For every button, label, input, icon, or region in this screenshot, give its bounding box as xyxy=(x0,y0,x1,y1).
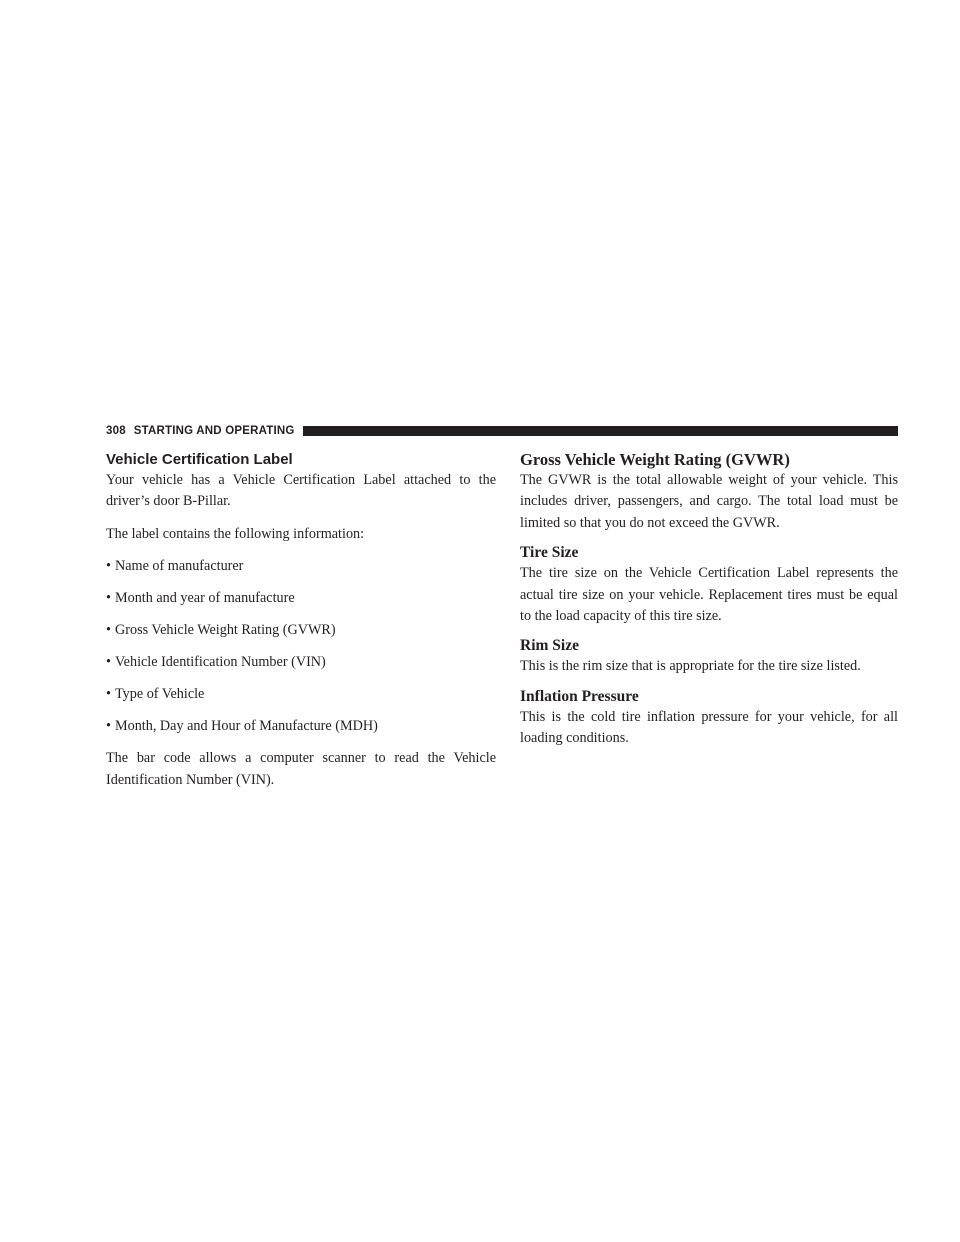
rim-size-heading: Rim Size xyxy=(520,637,579,655)
bullet-icon: • xyxy=(106,558,111,575)
closing-paragraph: The bar code allows a computer scanner to read the Vehicle Identification Number (VIN). xyxy=(106,750,496,788)
list-item: • Month and year of manufacture xyxy=(106,588,496,609)
list-item: • Type of Vehicle xyxy=(106,684,496,705)
list-item: • Name of manufacturer xyxy=(106,556,496,577)
label-info-list xyxy=(106,556,496,737)
bullet-icon: • xyxy=(106,622,111,639)
inflation-pressure-paragraph: This is the cold tire inflation pressure for your vehicle, for all loading conditions. xyxy=(520,708,898,747)
bullet-icon: • xyxy=(106,654,111,671)
bullet-icon: • xyxy=(106,718,111,735)
list-item: • Month, Day and Hour of Manufacture (MDH) xyxy=(106,716,496,737)
inflation-pressure-heading: Inflation Pressure xyxy=(520,687,639,705)
bullet-icon: • xyxy=(106,590,111,607)
intro-paragraph: Your vehicle has a Vehicle Certification Label attached to the driver’s door B-Pillar. xyxy=(106,472,496,510)
gvwr-heading: Gross Vehicle Weight Rating (GVWR) xyxy=(520,450,790,469)
page-number: 308 xyxy=(106,425,126,437)
tire-size-paragraph: The tire size on the Vehicle Certification Label represents the actual tire size on your vehicle. Replacement tires must be equal to the load capacity of this tire size. xyxy=(520,565,898,625)
page-header xyxy=(106,423,898,439)
section-title: STARTING AND OPERATING xyxy=(133,425,295,437)
rim-size-paragraph: This is the rim size that is appropriate for the tire size listed. xyxy=(520,658,861,675)
list-intro-paragraph: The label contains the following information: xyxy=(106,525,365,542)
tire-size-heading: Tire Size xyxy=(520,544,579,562)
bullet-icon: • xyxy=(106,686,111,703)
left-column xyxy=(106,450,496,791)
right-column xyxy=(520,450,898,750)
gvwr-paragraph: The GVWR is the total allowable weight of your vehicle. This includes driver, passengers, and cargo. The total load must be limited so that you do not exceed the GVWR. xyxy=(520,472,898,531)
header-rule xyxy=(303,426,898,436)
list-item: • Vehicle Identification Number (VIN) xyxy=(106,652,496,673)
list-item: • Gross Vehicle Weight Rating (GVWR) xyxy=(106,620,496,641)
vehicle-certification-heading: Vehicle Certification Label xyxy=(106,451,293,468)
